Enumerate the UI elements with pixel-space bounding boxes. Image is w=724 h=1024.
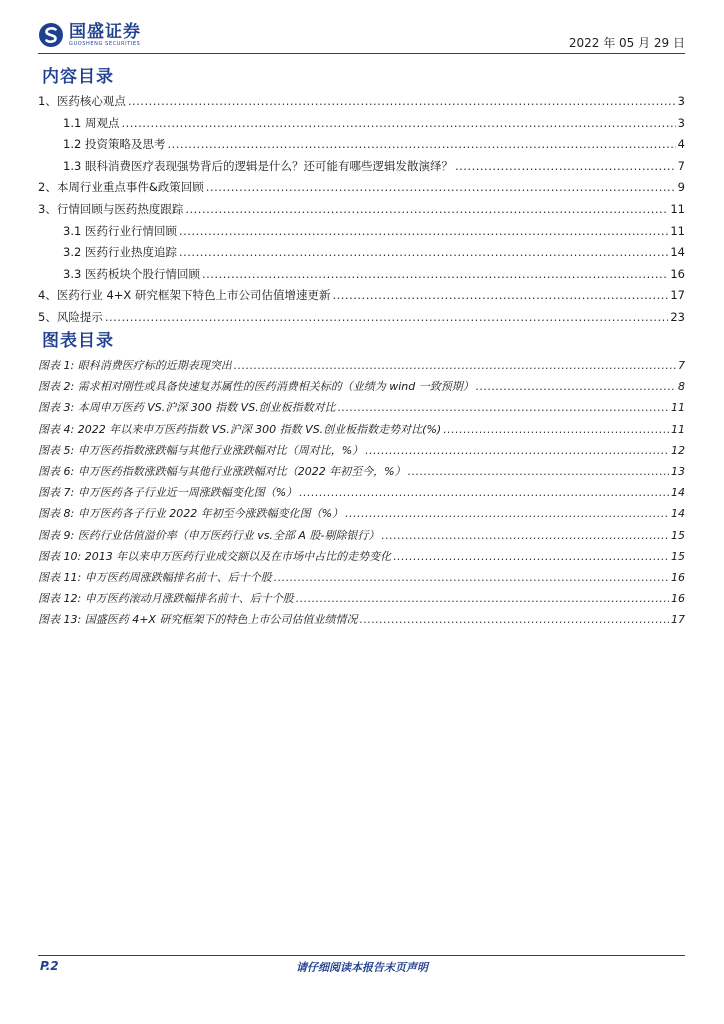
figures-title: 图表目录 [42, 331, 114, 351]
contents-entry-label: 2、本周行业重点事件&政策回顾 [38, 180, 204, 195]
brand-name-en: GUOSHENG SECURITIES [69, 40, 141, 47]
disclaimer-note: 请仔细阅读本报告末页声明 [296, 961, 428, 974]
dot-leader [105, 310, 669, 324]
figure-entry-label: 图表 6: 申万医药指数涨跌幅与其他行业涨跌幅对比（2022 年初至今，%） [38, 464, 406, 478]
figure-entry-label: 图表 1: 眼科消费医疗标的近期表现突出 [38, 359, 232, 372]
dot-leader [128, 94, 676, 108]
brand-logo [38, 22, 141, 48]
contents-entry-page: 11 [670, 201, 685, 216]
figure-entry[interactable] [38, 484, 685, 505]
contents-entry-page: 7 [677, 158, 685, 173]
dot-leader [345, 507, 669, 520]
figure-entry[interactable] [38, 527, 685, 548]
figure-entry-page: 12 [671, 443, 685, 457]
figure-entry-page: 14 [671, 507, 685, 521]
figure-entry[interactable] [38, 399, 685, 420]
figure-entry-page: 16 [671, 592, 685, 606]
contents-entry[interactable] [38, 266, 685, 288]
figure-entry-label: 图表 12: 申万医药滚动月涨跌幅排名前十、后十个股 [38, 592, 294, 606]
dot-leader [332, 288, 668, 302]
dot-leader [359, 613, 669, 626]
dot-leader [455, 159, 676, 173]
figure-entry-page: 8 [678, 380, 685, 394]
contents-entry[interactable] [38, 309, 685, 331]
contents-entry-label: 1.2 投资策略及思考 [63, 137, 166, 152]
dot-leader [234, 359, 676, 372]
figure-entry-page: 15 [671, 528, 685, 542]
contents-entry-label: 3.2 医药行业热度追踪 [63, 245, 177, 260]
contents-entry-label: 3、行情回顾与医药热度跟踪 [38, 201, 184, 216]
figure-entry[interactable] [38, 505, 685, 526]
figures-list [38, 357, 685, 632]
dot-leader [299, 486, 669, 499]
contents-entry-label: 1.1 周观点 [63, 115, 120, 130]
figure-entry-page: 11 [671, 401, 685, 415]
figure-entry[interactable] [38, 569, 685, 590]
contents-entry-page: 3 [677, 94, 685, 108]
contents-entry-page: 17 [670, 288, 685, 303]
figure-entry-page: 7 [678, 359, 685, 372]
figure-entry[interactable] [38, 442, 685, 463]
figure-entry[interactable] [38, 611, 685, 632]
dot-leader [393, 550, 669, 563]
contents-entry-label: 1、医药核心观点 [38, 94, 126, 108]
contents-entry-label: 3.3 医药板块个股行情回顾 [63, 266, 200, 281]
contents-list [38, 93, 685, 331]
contents-entry[interactable] [38, 158, 685, 180]
figure-entry-page: 16 [671, 570, 685, 584]
figure-entry-label: 图表 10: 2013 年以来申万医药行业成交额以及在市场中占比的走势变化 [38, 549, 392, 563]
dot-leader [381, 529, 669, 542]
figure-entry-label: 图表 8: 申万医药各子行业 2022 年初至今涨跌幅变化图（%） [38, 507, 344, 521]
brand-name-cn: 国盛证券 [69, 21, 141, 42]
dot-leader [443, 423, 669, 436]
contents-entry-page: 4 [677, 137, 685, 152]
figure-entry-label: 图表 4: 2022 年以来申万医药指数 VS.沪深 300 指数 VS.创业板指数走势对比(%) [38, 422, 442, 436]
contents-entry-page: 11 [670, 223, 685, 238]
dot-leader [338, 401, 669, 414]
dot-leader [365, 444, 669, 457]
dot-leader [167, 137, 675, 151]
dot-leader [296, 592, 669, 605]
report-date: 2022 年 05 月 29 日 [568, 36, 685, 50]
dot-leader [121, 116, 675, 130]
figure-entry-page: 14 [671, 486, 685, 500]
dot-leader [476, 380, 676, 393]
figure-entry-label: 图表 3: 本周申万医药 VS.沪深 300 指数 VS.创业板指数对比 [38, 401, 336, 415]
contents-entry-page: 16 [670, 266, 685, 281]
dot-leader [274, 571, 669, 584]
contents-entry[interactable] [38, 201, 685, 223]
figure-entry-page: 15 [671, 549, 685, 563]
figure-entry[interactable] [38, 463, 685, 484]
figure-entry-label: 图表 9: 医药行业估值溢价率（申万医药行业 vs.全部 A 股-剔除银行） [38, 528, 380, 542]
header-divider [38, 53, 685, 54]
brand-logo-icon [38, 22, 64, 48]
figure-entry[interactable] [38, 548, 685, 569]
figure-entry-page: 17 [671, 613, 685, 627]
contents-entry[interactable] [38, 179, 685, 201]
page-header [38, 22, 685, 54]
contents-entry-page: 14 [670, 245, 685, 260]
contents-entry-page: 3 [677, 115, 685, 130]
figure-entry-page: 13 [671, 464, 685, 478]
figure-entry-label: 图表 13: 国盛医药 4+X 研究框架下的特色上市公司估值业绩情况 [38, 613, 358, 627]
contents-entry-label: 5、风险提示 [38, 309, 103, 324]
contents-title: 内容目录 [42, 67, 114, 87]
figure-entry[interactable] [38, 378, 685, 399]
footer-divider [38, 955, 685, 956]
contents-entry-label: 1.3 眼科消费医疗表现强势背后的逻辑是什么？还可能有哪些逻辑发散演绎？ [63, 158, 453, 173]
contents-entry[interactable] [38, 244, 685, 266]
figure-entry-label: 图表 5: 申万医药指数涨跌幅与其他行业涨跌幅对比（周对比，%） [38, 443, 364, 457]
dot-leader [179, 245, 668, 259]
contents-entry-label: 3.1 医药行业行情回顾 [63, 223, 177, 238]
figure-entry[interactable] [38, 421, 685, 442]
figure-entry[interactable] [38, 357, 685, 378]
dot-leader [202, 267, 668, 281]
contents-entry[interactable] [38, 136, 685, 158]
contents-entry-page: 9 [677, 180, 685, 195]
contents-entry[interactable] [38, 93, 685, 115]
dot-leader [185, 202, 668, 216]
figure-entry-label: 图表 11: 申万医药周涨跌幅排名前十、后十个股 [38, 570, 272, 584]
dot-leader [179, 224, 668, 238]
dot-leader [408, 465, 669, 478]
contents-entry[interactable] [38, 115, 685, 137]
figure-entry-page: 11 [671, 422, 685, 436]
contents-entry-page: 23 [670, 309, 685, 324]
figure-entry-label: 图表 2: 需求相对刚性或具备快速复苏属性的医药消费相关标的（业绩为 wind 一致预期） [38, 380, 474, 394]
page-number: P.2 [40, 959, 59, 973]
contents-entry-label: 4、医药行业 4+X 研究框架下特色上市公司估值增速更新 [38, 288, 331, 303]
dot-leader [206, 180, 676, 194]
figure-entry[interactable] [38, 590, 685, 611]
contents-entry[interactable] [38, 223, 685, 245]
contents-entry[interactable] [38, 287, 685, 309]
figure-entry-label: 图表 7: 申万医药各子行业近一周涨跌幅变化图（%） [38, 486, 298, 500]
